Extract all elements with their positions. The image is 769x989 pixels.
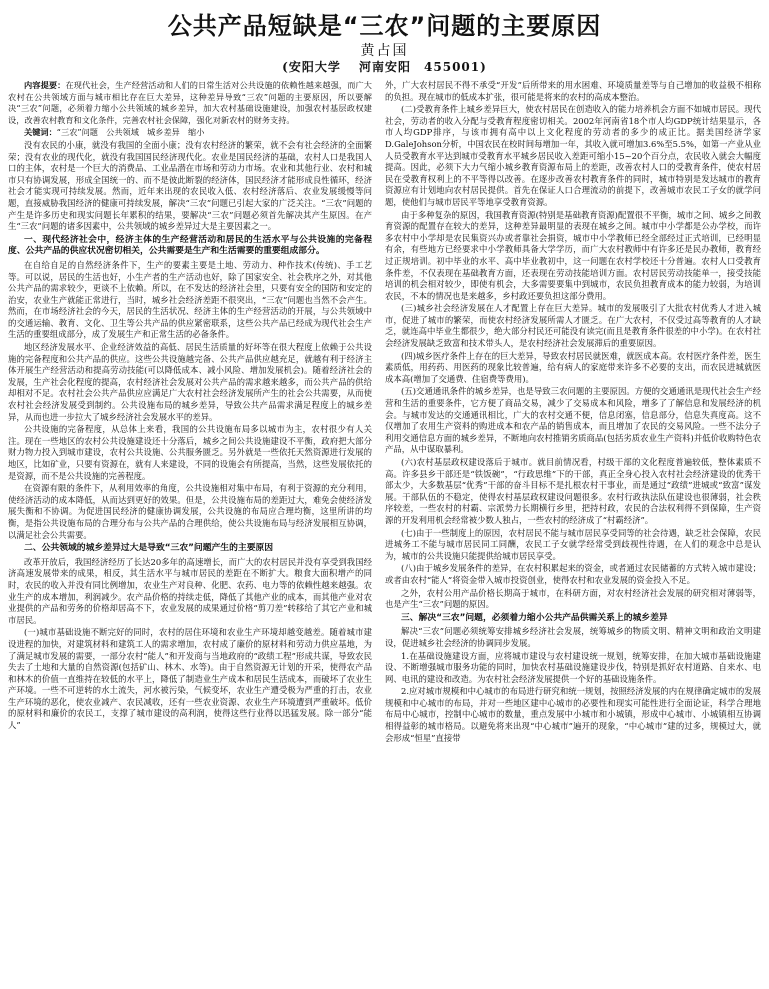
paragraph: (三)城乡社会经济发展在人才配置上存在巨大差异。城市的发展吸引了大批农村优秀人才进入城市，促进了城市的繁荣，而使农村经济发展所需人才匮乏。在广大农村，不仅受过高等教育的人才缺乏，就连高中毕业生都很少，绝大部分村民还可能没有读完(而且是教育条件很差的中小学)。在农村社会经济发展缺乏致富和技术带头人，是农村经济社会发展滞后的重要原因。 — [385, 303, 761, 349]
paragraph: 地区经济发展水平、企业经济效益的高低、居民生活质量的好坏等在很大程度上依赖于公共设施的完备程度和公共产品的供应。这些公共设施越完备、公共产品供应越充足，就越有利于经济主体开展生产经营活动和提高劳动技能(可以降低成本、减小风险、增加发展机会)。随着经济社会的发展，生产社会化程度的提高，农村经济社会发展对公共产品的需求越来越多，而公共产品的供给却相对不足。农村社会公共产品供应应满足广大农村社会经济发展所产生的社会公共需要，从而使农村社会经济发展受到制约。公共设施布局的城乡差异，导致公共产品需求满足程度上的城乡差异，从而也进一步拉大了城乡经济社会发展水平的差异。 — [8, 342, 372, 422]
abstract-label: 内容提要： — [24, 80, 66, 90]
paragraph: (二)受教育条件上城乡差异巨大，使农村居民在创造收入的能力培养机会方面不如城市居民。现代社会，劳动者的收入分配与受教育程度密切相关。2002年河南省18个市人均GDP统计结果显示，各市人均GDP排序，与该市拥有高中以上文化程度的劳动者的多少的成正比。据美国经济学家D.GaleJohson分析，中国农民在校时间每增加一年，其收入就可增加3.6%至5.5%，如第一产业从业人员受教育水平达到城市受教育水平城乡居民收入差距可缩小15~20个百分点，农民收入就会大幅度提高。因此，必须下大力气缩小城乡教育资源布局上的差距，改善农村人口的受教育条件，使农村居民在受教育权利上的不平等得以改善。在逐步改善农村教育条件的同时，城市特别是发达城市的教育资源应有计划地向农村居民提供。首先在保证人口合理流动的前提下，改善城市农民工子女的就学问题，使他们与城市居民平等地享受教育资源。 — [385, 104, 761, 207]
paragraph: (四)城乡医疗条件上存在的巨大差异，导致农村居民就医难，就医成本高。农村医疗条件差，医生素质低，用药药、用医药的现象比较普遍，给有病人的家庭带来许多不必要的支出，而农民进城就医成本高(增加了交通费、住宿费等费用)。 — [385, 350, 761, 384]
paragraph: 改革开放后，我国经济经历了长达20多年的高速增长，而广大的农村居民并没有享受到我国经济高速发展带来的成果，相反，其生活水平与城市居民的差距在不断扩大。粮食大面积增产的同时，农民的收入并没有同比例增加，农业生产对良种、化肥、农药、电力等的依赖性越来越强。农业生产的成本增加，利润减少。农产品价格的持续走低，降低了其他产业的成本，而其他产业对农业提供的产品和劳务的价格却居高不下，农业发展的成果通过价格“剪刀差”转移给了其它产业和城市居民。 — [8, 556, 372, 625]
affiliation: (安阳大学 河南安阳 455001) — [282, 60, 487, 74]
paragraph: (一)城市基础设施不断完好的同时，农村的居住环境和农业生产环境却越变越差。随着城市建设进程的加快，对建筑材料和建筑工人的需求增加，农村成了廉价的原材料和劳动力供应基地，为了满足城市发展的需要，一部分农村“能人”和开发商与当地政府的“政绩工程”形成共谋，导致农民失去了土地和大量的自然资源(包括矿山、林木、水等)。由于自然资源无计划的开采，使得农产品和林木的价值一直维持在较低的水平上，降低了制造业生产成本和居民生活成本，而破坏了农业生产环境。一些不可逆转的水土流失，河水被污染，气候变坏，农业生产遭受极为严重的打击，农业生产环境的恶化，使农业减产、农民减收，还有一些农业资源、农业生产环境遭到严重破坏。低价的原材料和廉价的农民工，支撑了城市建设的高利润，使得这些行业得以迅猛发展。除一部分“能人” — [8, 627, 372, 731]
paragraph: 之外，农村公用产品价格长期高于城市，在科研方面，对农村经济社会发展的研究相对薄弱等，也是产生“三农”问题的原因。 — [385, 587, 761, 610]
abstract — [8, 80, 372, 126]
section-heading: 二、公共领域的城乡差异过大是导致“三农”问题产生的主要原因 — [24, 543, 274, 554]
paragraph: (五)交通通讯条件的城乡差异，也是导致三农问题的主要原因。方便的交通通讯是现代社会生产经营和生活的重要条件，它方便了商品交易，减少了交易成本和风险，增多了了解信息和发展经济的机会。与城市发达的交通通讯相比，广大的农村交通不便，信息闭塞，信息部分，信息失真度高。这不仅增加了农用生产资料的购进成本和农产品的销售成本，而且增加了农民的交易风险。一些不法分子利用交通信息方面的城乡差异，不断地向农村推销劣质商品(包括劣质农业生产资料)并低价收购特色农产品，从中谋取暴利。 — [385, 386, 761, 455]
section-heading: 三、解决“三农”问题，必须着力缩小公共产品供需关系上的城乡差异 — [401, 612, 668, 623]
paragraph: 解决“三农”问题必须统筹安排城乡经济社会发展，统筹城乡的物质文明、精神文明和政治文明建设，促进城乡社会经济的协调同步发展。 — [385, 626, 761, 648]
paragraph: (七)由于一些制度上的原因，农村居民不能与城市居民享受同等的社会待遇，缺乏社会保障，农民进城务工不能与城市居民同工同酬，农民工子女就学经常受到歧视性待遇，在人们的观念中总是认为，城市的公共设施只能提供给城市居民享受。 — [385, 527, 761, 561]
keywords — [8, 127, 372, 139]
paragraph: 在资源有限的条件下，从利用效率的角度，公共设施相对集中布局，有利于资源的充分利用，使经济活动的成本降低，从而达到更好的效果。但是，公共设施布局的差距过大，难免会使经济发展失衡和不协调。为促进国民经济的健康协调发展，公共设施的布局应合理均衡，这里所讲的均衡，是指公共设施布局的合理分布与公共产品的合理供给，使公共设施布局与经济发展相互协调，以满足社会公共需要。 — [8, 483, 372, 540]
abstract-text: 在现代社会，生产经营活动和人们的日常生活对公共设施的依赖性越来越强，而广大农村在公共领域方面与城市相比存在巨大差异，这种差异导致“三农”问题的主要原因，所以要解决“三农”问题，必须着力缩小公共领域的城乡差异，加大农村基础设施建设，加强农村基层政权建设，改善农村教育和文化条件，完善农村社会保障，强化对新农村的财务支持。 — [8, 80, 372, 125]
paragraph: 公共设施的完备程度，从总体上来看，我国的公共设施布局多以城市为主，农村很少有人关注。现在一些地区的农村公共设施建设还十分落后，城乡之间公共设施建设不平衡，政府把大部分财力物力投入到城市建设，农村公共设施、公共服务匮乏。另外就是一些依托天然资源进行发展的地区，比如矿业，只要有资源在，就有人来建设，不同的设施会有所提高，当然，这些发展依托的是资源，而不是公共设施的完善程度。 — [8, 424, 372, 481]
paragraph: (六)农村基层政权建设落后于城市。就目前情况看，村级干部的文化程度普遍较低，整体素质不高。许多县乡干部还是“铁饭碗”，“行政思维”下的干部，真正全身心投入农村社会经济建设的优秀干部太少，大多数基层“优秀”干部的奋斗目标不是扎根农村干事业，而是通过“政绩”进城或“致富”谋发展。干部队伍的不稳定，使得农村基层政权建设问题很多。农村行政执法队伍建设也很薄弱，社会秩序较差，一些农村的村霸、宗派势力长期横行乡里，把持村政，农民的合法权利得不到保障，生产资源的开发利用机会经常被少数人独占，一些农村的经济成了“村霸经济”。 — [385, 457, 761, 525]
keywords-text: “三农”问题 公共领域 城乡差异 缩小 — [56, 127, 205, 138]
paragraph: 由于多种复杂的原因，我国教育资源(特别是基础教育资源)配置很不平衡，城市之间、城乡之间教育资源的配置存在较大的差异，这种差异最明显的表现在城乡之间。城市中小学都是公办学校，而许多农村中小学却是农民集资兴办或者靠社会捐资，城市中小学教师已经全部经过正式培训，已经明显有余，有些地方已经要求中小学教师具备大学学历，而广大农村教师中有许多还是民办教师，教育经过正规培训。初中毕业的水平、高中毕业教初中，这一问题在农村学校还十分普遍。农村人口受教育条件差，不仅表现在基础教育方面，还表现在劳动技能培训方面。农村居民劳动技能单一，接受技能培训的机会相对较少，即使有机会，大多需要要集中到城市，农民负担教育成本的能力较弱，为培训农民，不本的情况也是来越多，乡村政还要负担这部分费用。 — [385, 209, 761, 301]
page-title: 公共产品短缺是“三农”问题的主要原因 — [167, 12, 602, 40]
section-heading: 一、现代经济社会中，经济主体的生产经营活动和居民的生活水平与公共设施的完备程度、公共产品的供应状况密切相关，公共需要是生产和生活需要的重要组成部分。 — [8, 234, 372, 257]
paragraph: (八)由于城乡发展条件的差异，在农村积累起来的资金，或者通过农民储蓄的方式转入城市建设；或者由农村“能人”将资金带入城市投资创业，使得农村和农业发展的资金投入不足。 — [385, 563, 761, 585]
keywords-label: 关键词： — [24, 127, 57, 138]
paragraph: 在自给自足的自然经济条件下，生产的要素主要是土地、劳动力、种作技术(传统)、手工艺等。可以说，居民的生活也好，小生产者的生产活动也好，除了国家安全、社会秩序之外，对其他公共产品的需求较少，更谈不上依赖。所以，在不发达的经济社会里，只要有安全的国防和安定的治安，农业生产就能正常进行，当时，城乡社会经济差距不很突出，“三农”问题也当然不会产生。然而，在市场经济社会的今天，居民的生活状况、经济主体的生产经营活动的开展，与公共领域中的交通运输、教育、文化、卫生等公共产品的供应紧密联系，这些公共产品已经成为现代社会生产生活的重要组成部分，成了发展生产和正常生活的必备条件。 — [8, 259, 372, 340]
right-column — [385, 80, 761, 745]
paragraph: 外，广大农村居民不得不承受“开发”后所带来的用水困难、环境质量差等与自己增加的收益极不相称的负担。现在城市的低成本扩张，很可能是将来的农村的高成本整治。 — [385, 80, 761, 102]
paragraph: 没有农民的小康，就没有我国的全面小康；没有农村经济的繁荣，就不会有社会经济的全面繁荣；没有农业的现代化，就没有我国国民经济现代化。农业是国民经济的基础，农村人口是我国人口的主体，农村是一个巨大的消费品、工业品潜在市场和劳动力市场。农业和其他行业、农村和城市只有协调发展，形成全国统一的、而不是彼此断裂的经济体，国民经济才能形成良性循环，经济社会才能实现可持续发展。然而，近年来出现的农民收入低、农村经济落后、农业发展缓慢等问题，直接威胁我国经济的健康可持续发展，解决“三农”问题已引起大家的广泛关注。“三农”问题的产生是许多历史和现实问题长年累积的结果，要解决“三农”问题必须首先解决其产生原因。在产生“三农”问题的诸多因素中，公共领域的城乡差异过大是主要因素之一。 — [8, 139, 372, 232]
author-name: 黄占国 — [360, 43, 409, 59]
paragraph: 1.在基础设施建设方面，应将城市建设与农村建设统一规划，统筹安排，在加大城市基础设施建设、不断增强城市服务功能的同时，加快农村基础设施建设步伐，特别是抓好农村道路、自来水、电网、电讯的建设和改造。为农村社会经济发展提供一个好的基础设施条件。 — [385, 650, 761, 684]
paragraph: 2.应对城市规模和中心城市的布局进行研究和统一规划，按照经济发展的内在规律确定城市的发展规模和中心城市的布局，并对一些地区建中心城市的必要性和现实可能性进行全面论证，科学合理地布局中心城市，控制中心城市的数量，重点发展中小城市和小城镇，形成中心城市、小城镇相互协调相得益彰的城市格局。以避免将来出现“中心城市”遍开的现象，“中心城市”建的过多，规模过大，就会形成“恒星”直接带 — [385, 686, 761, 743]
left-column — [8, 80, 372, 733]
